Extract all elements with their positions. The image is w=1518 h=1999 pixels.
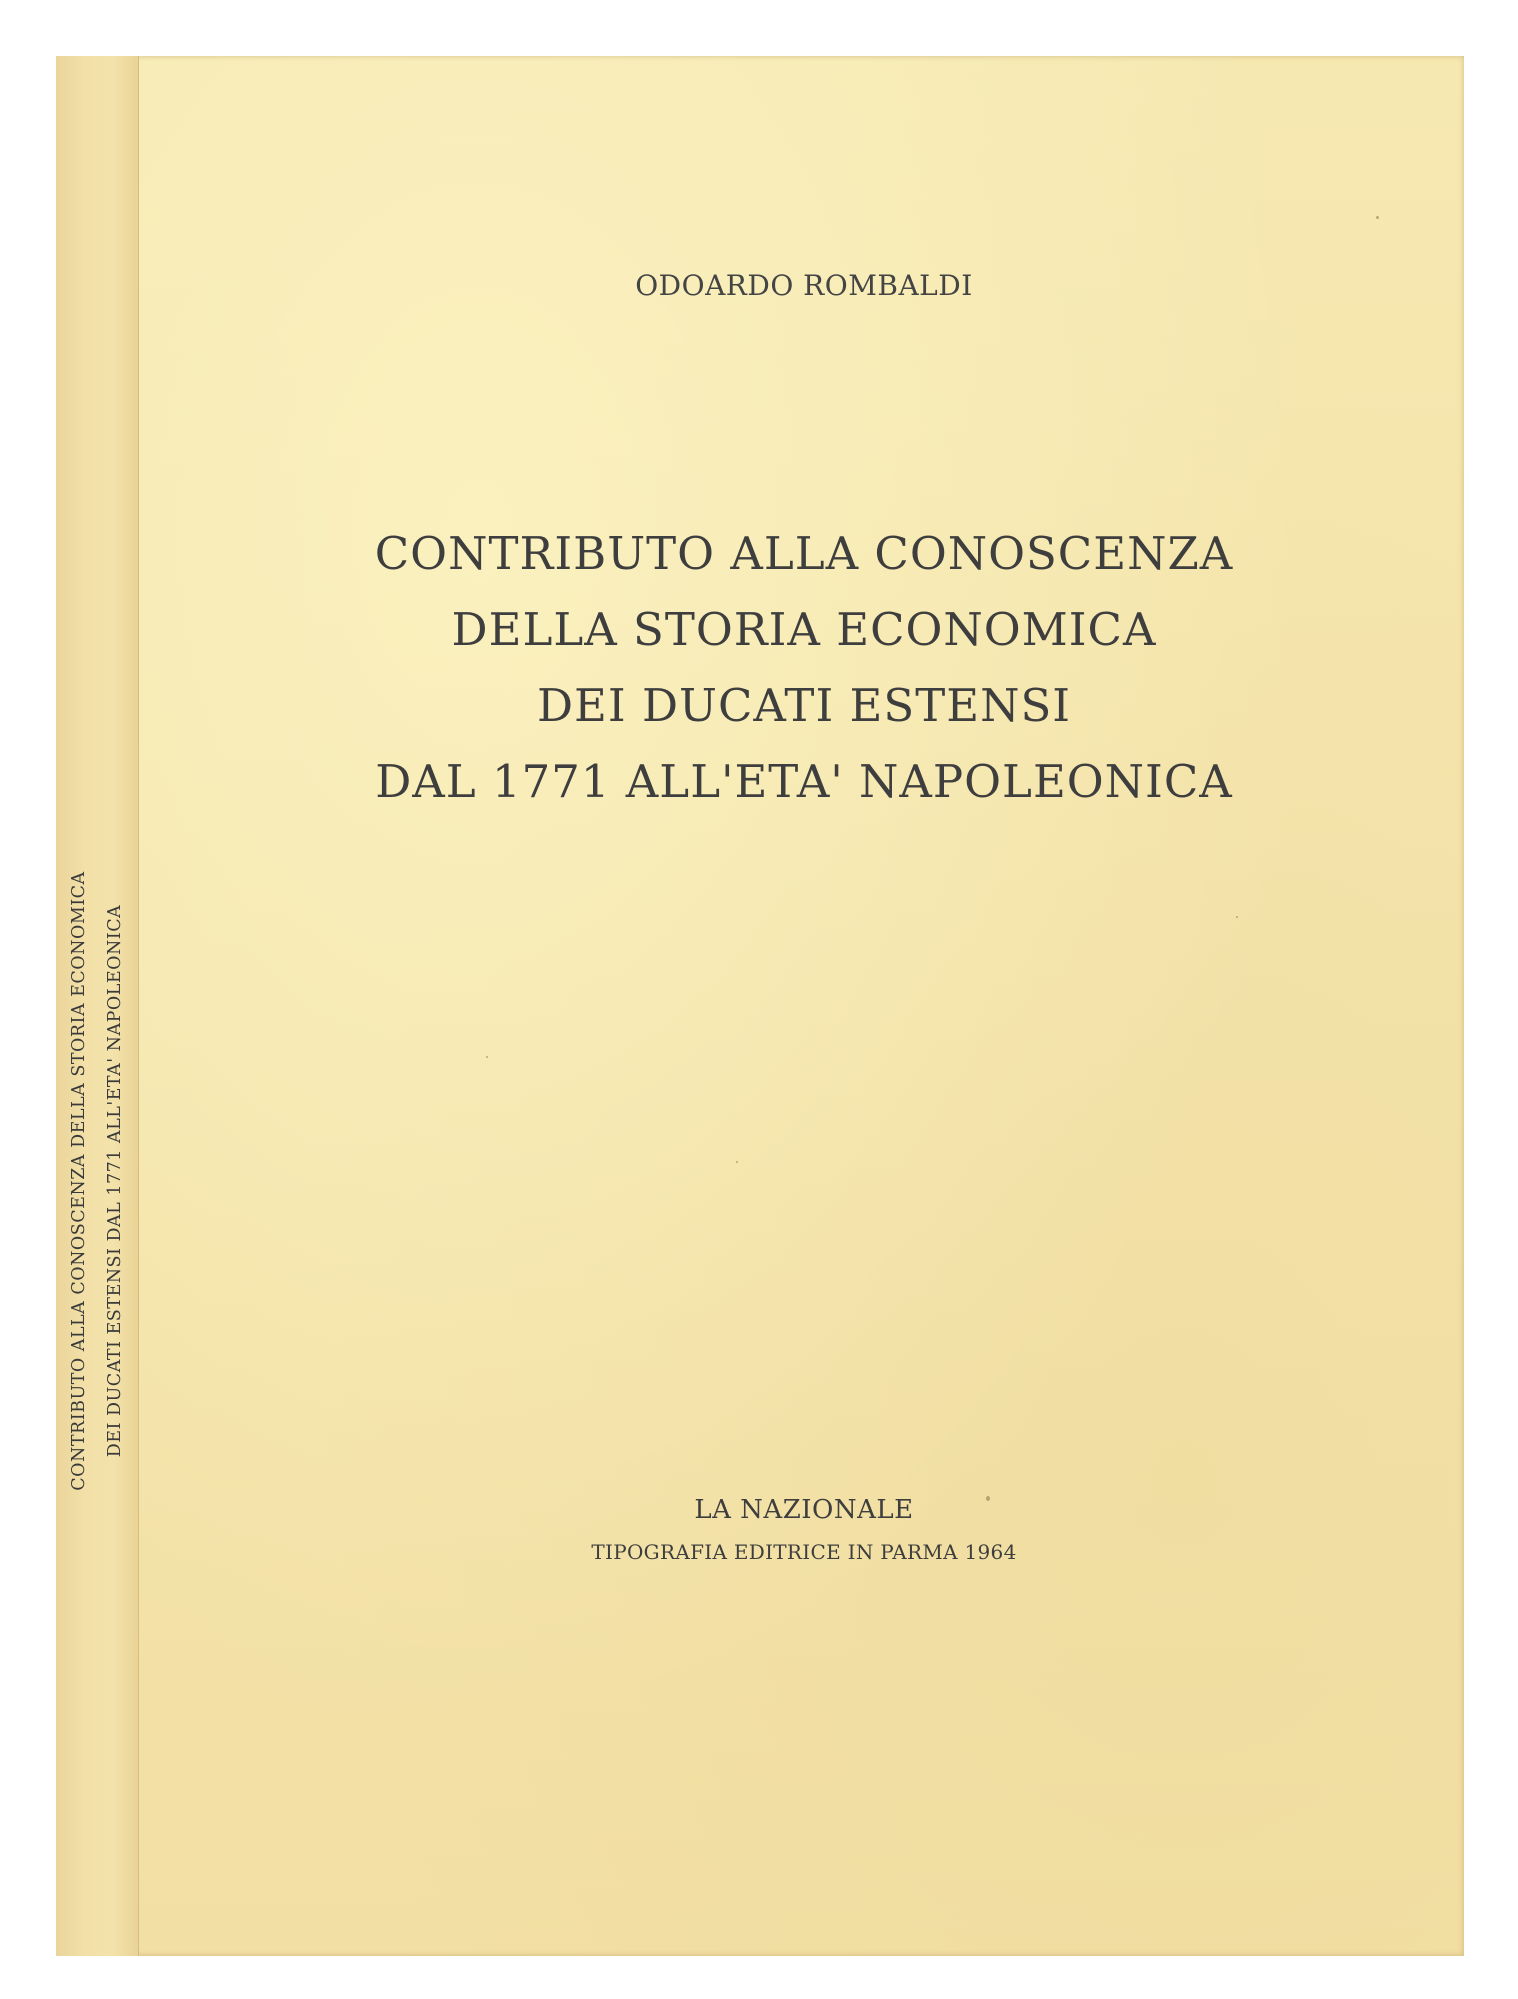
book-title — [56, 516, 1464, 820]
paper-speck — [1376, 216, 1379, 219]
spine-title-line-2: DEI DUCATI ESTENSI DAL 1771 ALL'ETA' NAPOLEONICA — [105, 904, 125, 1458]
book-title-line-3: DEI DUCATI ESTENSI — [536, 679, 1072, 732]
book-cover — [56, 56, 1464, 1956]
spine-title — [61, 801, 133, 1561]
paper-speck — [486, 1056, 488, 1058]
book-title-line-2: DELLA STORIA ECONOMICA — [451, 603, 1157, 656]
publisher-block — [56, 1488, 1464, 1572]
paper-speck — [736, 1161, 738, 1163]
paper-speck — [986, 1496, 990, 1501]
book-title-line-1: CONTRIBUTO ALLA CONOSCENZA — [374, 527, 1234, 580]
author-name: ODOARDO ROMBALDI — [635, 269, 973, 302]
paper-speck — [1236, 916, 1238, 918]
book-title-line-4: DAL 1771 ALL'ETA' NAPOLEONICA — [375, 755, 1233, 808]
spine-title-line-1: CONTRIBUTO ALLA CONOSCENZA DELLA STORIA ECONOMICA — [69, 871, 89, 1491]
book-spine — [56, 56, 139, 1956]
publisher-details: TIPOGRAFIA EDITRICE IN PARMA 1964 — [591, 1540, 1017, 1564]
publisher-name: LA NAZIONALE — [694, 1495, 914, 1525]
